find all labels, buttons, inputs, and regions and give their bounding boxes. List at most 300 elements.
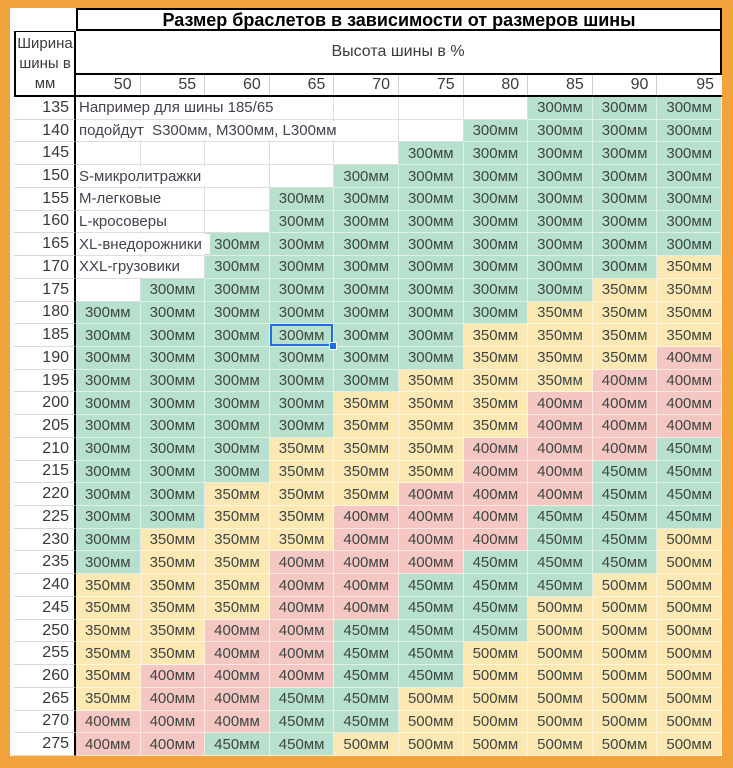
table-cell[interactable]: 300мм: [334, 233, 399, 256]
table-cell[interactable]: 300мм: [141, 347, 206, 370]
table-cell[interactable]: 450мм: [205, 733, 270, 756]
table-cell[interactable]: 300мм: [76, 347, 141, 370]
table-cell[interactable]: 300мм: [334, 279, 399, 302]
table-cell[interactable]: 350мм: [76, 665, 141, 688]
table-cell[interactable]: 300мм: [76, 529, 141, 552]
table-cell[interactable]: 350мм: [528, 302, 593, 325]
table-cell[interactable]: 350мм: [76, 620, 141, 643]
row-label[interactable]: 175: [14, 279, 76, 302]
table-cell[interactable]: 300мм: [528, 142, 593, 165]
table-cell[interactable]: 450мм: [334, 620, 399, 643]
table-cell[interactable]: 450мм: [399, 597, 464, 620]
row-label[interactable]: 170: [14, 256, 76, 279]
row-label[interactable]: 225: [14, 506, 76, 529]
table-cell[interactable]: 500мм: [528, 620, 593, 643]
table-cell[interactable]: 300мм: [270, 256, 335, 279]
table-cell[interactable]: 300мм: [334, 256, 399, 279]
table-cell[interactable]: 300мм: [464, 188, 529, 211]
table-cell[interactable]: 450мм: [593, 461, 658, 484]
table-cell[interactable]: 300мм: [76, 370, 141, 393]
table-cell[interactable]: 400мм: [76, 733, 141, 756]
table-cell[interactable]: 300мм: [399, 188, 464, 211]
table-cell[interactable]: 450мм: [334, 642, 399, 665]
table-cell[interactable]: 300мм: [205, 415, 270, 438]
table-cell[interactable]: 350мм: [528, 347, 593, 370]
table-cell[interactable]: 350мм: [334, 483, 399, 506]
row-label[interactable]: 135: [14, 97, 76, 120]
table-cell[interactable]: 300мм: [76, 461, 141, 484]
table-cell[interactable]: 350мм: [141, 529, 206, 552]
table-cell[interactable]: 450мм: [528, 551, 593, 574]
table-cell[interactable]: 400мм: [464, 506, 529, 529]
table-cell[interactable]: 400мм: [399, 483, 464, 506]
table-cell[interactable]: 300мм: [205, 324, 270, 347]
table-cell[interactable]: 300мм: [76, 506, 141, 529]
table-cell[interactable]: 450мм: [334, 688, 399, 711]
row-label[interactable]: 210: [14, 438, 76, 461]
table-cell[interactable]: 400мм: [528, 461, 593, 484]
table-cell[interactable]: 500мм: [657, 574, 722, 597]
table-cell[interactable]: 300мм: [205, 256, 270, 279]
table-cell[interactable]: 300мм: [528, 188, 593, 211]
table-cell[interactable]: 350мм: [399, 438, 464, 461]
table-cell[interactable]: 400мм: [334, 551, 399, 574]
column-header-cell[interactable]: 55: [141, 75, 206, 95]
table-cell[interactable]: 300мм: [399, 279, 464, 302]
table-cell[interactable]: [76, 142, 141, 165]
table-cell[interactable]: 300мм: [205, 279, 270, 302]
table-cell[interactable]: 350мм: [141, 551, 206, 574]
table-cell[interactable]: 400мм: [141, 711, 206, 734]
table-cell[interactable]: 300мм: [270, 392, 335, 415]
row-label[interactable]: 220: [14, 483, 76, 506]
table-cell[interactable]: 500мм: [334, 733, 399, 756]
table-cell[interactable]: 300мм: [657, 211, 722, 234]
table-cell[interactable]: 350мм: [657, 279, 722, 302]
table-cell[interactable]: [205, 165, 270, 188]
table-cell[interactable]: 300мм: [270, 211, 335, 234]
table-cell[interactable]: 350мм: [76, 688, 141, 711]
table-cell[interactable]: 500мм: [464, 642, 529, 665]
row-label[interactable]: 160: [14, 211, 76, 234]
table-cell[interactable]: 400мм: [593, 415, 658, 438]
row-label[interactable]: 215: [14, 461, 76, 484]
table-cell[interactable]: 350мм: [657, 256, 722, 279]
table-cell[interactable]: 350мм: [593, 279, 658, 302]
table-cell[interactable]: 350мм: [657, 324, 722, 347]
table-cell[interactable]: 300мм: [464, 142, 529, 165]
table-cell[interactable]: 300мм: [270, 347, 335, 370]
table-cell[interactable]: 300мм: [464, 233, 529, 256]
table-cell[interactable]: 300мм: [141, 415, 206, 438]
table-cell[interactable]: 300мм: [76, 302, 141, 325]
table-cell[interactable]: 400мм: [528, 415, 593, 438]
table-cell[interactable]: 400мм: [657, 415, 722, 438]
table-cell[interactable]: 300мм: [141, 302, 206, 325]
table-cell[interactable]: 450мм: [399, 665, 464, 688]
table-cell[interactable]: 500мм: [593, 733, 658, 756]
table-cell[interactable]: 300мм: [399, 256, 464, 279]
table-cell[interactable]: 350мм: [464, 415, 529, 438]
table-cell[interactable]: 500мм: [399, 688, 464, 711]
table-cell[interactable]: 300мм: [141, 370, 206, 393]
table-cell[interactable]: [205, 142, 270, 165]
table-cell[interactable]: 400мм: [528, 483, 593, 506]
table-cell[interactable]: 450мм: [593, 551, 658, 574]
table-cell[interactable]: 500мм: [657, 733, 722, 756]
column-header-cell[interactable]: 50: [76, 75, 141, 95]
table-cell[interactable]: 450мм: [270, 711, 335, 734]
table-cell[interactable]: 350мм: [334, 438, 399, 461]
table-cell[interactable]: 300мм: [141, 279, 206, 302]
table-cell[interactable]: 500мм: [593, 665, 658, 688]
table-cell[interactable]: 300мм: [464, 256, 529, 279]
table-cell[interactable]: 350мм: [76, 642, 141, 665]
table-cell[interactable]: 400мм: [464, 483, 529, 506]
table-cell[interactable]: 500мм: [593, 642, 658, 665]
row-label[interactable]: 205: [14, 415, 76, 438]
table-cell[interactable]: 500мм: [593, 620, 658, 643]
table-cell[interactable]: 450мм: [657, 438, 722, 461]
table-cell[interactable]: 350мм: [141, 597, 206, 620]
table-cell[interactable]: 300мм: [464, 211, 529, 234]
table-cell[interactable]: 350мм: [593, 324, 658, 347]
table-cell[interactable]: 400мм: [270, 574, 335, 597]
table-cell[interactable]: 350мм: [205, 574, 270, 597]
table-cell[interactable]: 300мм: [399, 302, 464, 325]
table-cell[interactable]: 300мм: [205, 370, 270, 393]
row-label[interactable]: 180: [14, 302, 76, 325]
table-cell[interactable]: 300мм: [528, 211, 593, 234]
table-cell[interactable]: 300мм: [141, 506, 206, 529]
table-cell[interactable]: 450мм: [657, 483, 722, 506]
table-cell[interactable]: 450мм: [464, 574, 529, 597]
table-cell[interactable]: [270, 165, 335, 188]
table-cell[interactable]: 500мм: [593, 574, 658, 597]
table-cell[interactable]: 300мм: [657, 233, 722, 256]
column-header-cell[interactable]: 95: [696, 76, 714, 93]
row-label[interactable]: 230: [14, 529, 76, 552]
table-cell[interactable]: 300мм: [334, 370, 399, 393]
table-cell[interactable]: 450мм: [593, 483, 658, 506]
table-cell[interactable]: 400мм: [205, 688, 270, 711]
table-cell[interactable]: 350мм: [270, 438, 335, 461]
column-header-cell[interactable]: 80: [464, 75, 529, 95]
table-cell[interactable]: 300мм: [593, 211, 658, 234]
row-label[interactable]: 185: [14, 324, 76, 347]
table-cell[interactable]: 300мм: [528, 120, 593, 143]
table-cell[interactable]: 300мм: [76, 438, 141, 461]
table-cell[interactable]: [76, 233, 202, 256]
table-cell[interactable]: 500мм: [657, 551, 722, 574]
table-cell[interactable]: [205, 211, 270, 234]
column-header-cell[interactable]: 85: [528, 75, 593, 95]
table-cell[interactable]: 400мм: [205, 642, 270, 665]
table-cell[interactable]: [334, 97, 399, 120]
table-cell[interactable]: 400мм: [76, 711, 141, 734]
table-cell[interactable]: 300мм: [528, 165, 593, 188]
table-cell[interactable]: 350мм: [205, 506, 270, 529]
table-cell[interactable]: 400мм: [399, 506, 464, 529]
table-cell[interactable]: 300мм: [657, 165, 722, 188]
table-cell[interactable]: 400мм: [270, 597, 335, 620]
table-cell[interactable]: 450мм: [334, 711, 399, 734]
table-cell[interactable]: 450мм: [399, 642, 464, 665]
table-cell[interactable]: 500мм: [464, 733, 529, 756]
table-cell[interactable]: 300мм: [141, 324, 206, 347]
table-cell[interactable]: [334, 142, 399, 165]
table-cell[interactable]: 300мм: [657, 142, 722, 165]
table-cell[interactable]: 500мм: [593, 597, 658, 620]
table-cell[interactable]: 450мм: [334, 665, 399, 688]
table-cell[interactable]: 400мм: [464, 529, 529, 552]
table-cell[interactable]: 300мм: [399, 324, 464, 347]
row-label[interactable]: 250: [14, 620, 76, 643]
table-cell[interactable]: 500мм: [657, 597, 722, 620]
table-cell[interactable]: 300мм: [464, 279, 529, 302]
table-cell[interactable]: 300мм: [334, 165, 399, 188]
table-cell[interactable]: 450мм: [399, 574, 464, 597]
table-cell[interactable]: 400мм: [593, 438, 658, 461]
table-cell[interactable]: 500мм: [528, 733, 593, 756]
table-cell[interactable]: 450мм: [270, 688, 335, 711]
table-cell[interactable]: 300мм: [334, 302, 399, 325]
table-cell[interactable]: 400мм: [334, 529, 399, 552]
table-cell[interactable]: 350мм: [76, 574, 141, 597]
table-cell[interactable]: 500мм: [657, 711, 722, 734]
table-cell[interactable]: [76, 120, 337, 143]
table-cell[interactable]: 350мм: [205, 597, 270, 620]
table-cell[interactable]: 300мм: [205, 438, 270, 461]
table-cell[interactable]: 350мм: [270, 483, 335, 506]
table-cell[interactable]: 450мм: [593, 529, 658, 552]
table-cell[interactable]: [399, 120, 464, 143]
table-cell[interactable]: 300мм: [141, 438, 206, 461]
table-cell[interactable]: 300мм: [464, 165, 529, 188]
table-cell[interactable]: 350мм: [205, 483, 270, 506]
table-cell[interactable]: 300мм: [270, 233, 335, 256]
table-cell[interactable]: 300мм: [141, 392, 206, 415]
table-cell[interactable]: 500мм: [593, 688, 658, 711]
table-cell[interactable]: 300мм: [657, 97, 722, 120]
table-cell[interactable]: 300мм: [593, 120, 658, 143]
table-cell[interactable]: 400мм: [464, 461, 529, 484]
row-label[interactable]: 275: [14, 733, 76, 756]
table-cell[interactable]: 350мм: [593, 347, 658, 370]
selected-cell[interactable]: 300мм: [270, 324, 335, 347]
table-cell[interactable]: 400мм: [657, 392, 722, 415]
table-cell[interactable]: [464, 97, 529, 120]
table-cell[interactable]: 300мм: [270, 415, 335, 438]
table-cell[interactable]: 350мм: [141, 642, 206, 665]
table-cell[interactable]: 500мм: [399, 711, 464, 734]
table-cell[interactable]: 400мм: [334, 574, 399, 597]
table-cell[interactable]: 300мм: [657, 188, 722, 211]
row-label[interactable]: 240: [14, 574, 76, 597]
table-cell[interactable]: 300мм: [464, 120, 529, 143]
table-cell[interactable]: 300мм: [270, 188, 335, 211]
table-cell[interactable]: 400мм: [657, 370, 722, 393]
table-cell[interactable]: 300мм: [205, 302, 270, 325]
table-cell[interactable]: 300мм: [334, 324, 399, 347]
table-cell[interactable]: 500мм: [399, 733, 464, 756]
table-cell[interactable]: 300мм: [464, 302, 529, 325]
table-cell[interactable]: 350мм: [76, 597, 141, 620]
table-cell[interactable]: 450мм: [270, 733, 335, 756]
table-cell[interactable]: 300мм: [141, 461, 206, 484]
table-cell[interactable]: 300мм: [76, 324, 141, 347]
table-cell[interactable]: 300мм: [205, 392, 270, 415]
table-cell[interactable]: 300мм: [399, 211, 464, 234]
table-cell[interactable]: 400мм: [334, 597, 399, 620]
table-cell[interactable]: 350мм: [205, 551, 270, 574]
table-cell[interactable]: 350мм: [334, 392, 399, 415]
table-cell[interactable]: 400мм: [334, 506, 399, 529]
column-header-cell[interactable]: 75: [399, 75, 464, 95]
column-header-cell[interactable]: 60: [205, 75, 270, 95]
table-cell[interactable]: 400мм: [205, 711, 270, 734]
row-label[interactable]: 155: [14, 188, 76, 211]
table-cell[interactable]: 300мм: [593, 97, 658, 120]
table-cell[interactable]: 350мм: [270, 506, 335, 529]
table-cell[interactable]: 300мм: [205, 461, 270, 484]
table-cell[interactable]: 500мм: [528, 711, 593, 734]
table-cell[interactable]: 350мм: [464, 347, 529, 370]
table-cell[interactable]: 500мм: [593, 711, 658, 734]
column-header-cell[interactable]: 90: [593, 75, 658, 95]
row-label[interactable]: 190: [14, 347, 76, 370]
table-cell[interactable]: [76, 211, 167, 234]
table-cell[interactable]: 500мм: [657, 665, 722, 688]
table-cell[interactable]: 300мм: [593, 256, 658, 279]
table-cell[interactable]: 400мм: [205, 665, 270, 688]
table-cell[interactable]: [76, 97, 274, 120]
table-cell[interactable]: 300мм: [270, 370, 335, 393]
table-cell[interactable]: 300мм: [141, 483, 206, 506]
table-cell[interactable]: 300мм: [528, 97, 593, 120]
table-cell[interactable]: 450мм: [657, 506, 722, 529]
table-cell[interactable]: 300мм: [657, 120, 722, 143]
row-label[interactable]: 235: [14, 551, 76, 574]
table-cell[interactable]: 350мм: [141, 574, 206, 597]
table-cell[interactable]: 450мм: [464, 597, 529, 620]
table-cell[interactable]: 450мм: [593, 506, 658, 529]
table-cell[interactable]: 300мм: [334, 211, 399, 234]
table-cell[interactable]: 500мм: [464, 711, 529, 734]
table-cell[interactable]: 350мм: [593, 302, 658, 325]
row-label[interactable]: 245: [14, 597, 76, 620]
table-cell[interactable]: 400мм: [464, 438, 529, 461]
table-cell[interactable]: 500мм: [528, 642, 593, 665]
table-cell[interactable]: 400мм: [270, 665, 335, 688]
table-cell[interactable]: 400мм: [141, 688, 206, 711]
row-label[interactable]: 145: [14, 142, 76, 165]
table-cell[interactable]: 300мм: [205, 233, 270, 256]
table-cell[interactable]: 400мм: [270, 551, 335, 574]
row-label[interactable]: 260: [14, 665, 76, 688]
table-cell[interactable]: 450мм: [399, 620, 464, 643]
table-cell[interactable]: 350мм: [528, 324, 593, 347]
table-cell[interactable]: 400мм: [141, 733, 206, 756]
table-cell[interactable]: 450мм: [528, 506, 593, 529]
table-cell[interactable]: 300мм: [399, 165, 464, 188]
table-cell[interactable]: 300мм: [399, 142, 464, 165]
table-cell[interactable]: 300мм: [334, 347, 399, 370]
table-cell[interactable]: [76, 256, 180, 279]
table-cell[interactable]: 450мм: [528, 529, 593, 552]
table-cell[interactable]: [141, 142, 206, 165]
table-cell[interactable]: 300мм: [593, 188, 658, 211]
table-cell[interactable]: 500мм: [464, 665, 529, 688]
table-cell[interactable]: 350мм: [334, 415, 399, 438]
table-cell[interactable]: [76, 279, 141, 302]
table-cell[interactable]: 400мм: [270, 642, 335, 665]
column-header-cell[interactable]: 70: [334, 75, 399, 95]
table-cell[interactable]: 500мм: [657, 620, 722, 643]
table-cell[interactable]: [76, 165, 202, 188]
table-cell[interactable]: 350мм: [464, 324, 529, 347]
table-cell[interactable]: 300мм: [270, 279, 335, 302]
table-cell[interactable]: 300мм: [76, 392, 141, 415]
table-cell[interactable]: 400мм: [528, 438, 593, 461]
table-cell[interactable]: 300мм: [528, 256, 593, 279]
table-cell[interactable]: 300мм: [399, 233, 464, 256]
table-cell[interactable]: 300мм: [76, 415, 141, 438]
table-cell[interactable]: 350мм: [399, 392, 464, 415]
table-cell[interactable]: [205, 188, 270, 211]
table-cell[interactable]: 300мм: [76, 551, 141, 574]
row-label[interactable]: 140: [14, 120, 76, 143]
table-cell[interactable]: 300мм: [593, 165, 658, 188]
table-cell[interactable]: 400мм: [141, 665, 206, 688]
table-cell[interactable]: 500мм: [657, 642, 722, 665]
table-cell[interactable]: 350мм: [334, 461, 399, 484]
table-cell[interactable]: 400мм: [593, 392, 658, 415]
table-cell[interactable]: 350мм: [399, 370, 464, 393]
table-cell[interactable]: 500мм: [464, 688, 529, 711]
table-cell[interactable]: 400мм: [205, 620, 270, 643]
row-label[interactable]: 150: [14, 165, 76, 188]
table-cell[interactable]: 400мм: [270, 620, 335, 643]
table-cell[interactable]: 350мм: [399, 415, 464, 438]
table-cell[interactable]: 500мм: [528, 665, 593, 688]
row-label[interactable]: 200: [14, 392, 76, 415]
table-cell[interactable]: 350мм: [528, 370, 593, 393]
table-cell[interactable]: 300мм: [399, 347, 464, 370]
table-cell[interactable]: 400мм: [657, 347, 722, 370]
table-cell[interactable]: 300мм: [528, 279, 593, 302]
table-cell[interactable]: 350мм: [270, 461, 335, 484]
table-cell[interactable]: 300мм: [205, 347, 270, 370]
table-cell[interactable]: [76, 188, 162, 211]
row-label[interactable]: 265: [14, 688, 76, 711]
table-cell[interactable]: 350мм: [464, 370, 529, 393]
table-cell[interactable]: 300мм: [76, 483, 141, 506]
table-cell[interactable]: 500мм: [657, 529, 722, 552]
table-cell[interactable]: 400мм: [593, 370, 658, 393]
table-cell[interactable]: 300мм: [528, 233, 593, 256]
table-cell[interactable]: 350мм: [464, 392, 529, 415]
table-cell[interactable]: [270, 142, 335, 165]
row-label[interactable]: 195: [14, 370, 76, 393]
table-cell[interactable]: 400мм: [528, 392, 593, 415]
table-cell[interactable]: 400мм: [399, 551, 464, 574]
table-cell[interactable]: 400мм: [399, 529, 464, 552]
table-cell[interactable]: 450мм: [464, 551, 529, 574]
column-header-cell[interactable]: 65: [270, 75, 335, 95]
table-cell[interactable]: 350мм: [399, 461, 464, 484]
table-cell[interactable]: 450мм: [657, 461, 722, 484]
